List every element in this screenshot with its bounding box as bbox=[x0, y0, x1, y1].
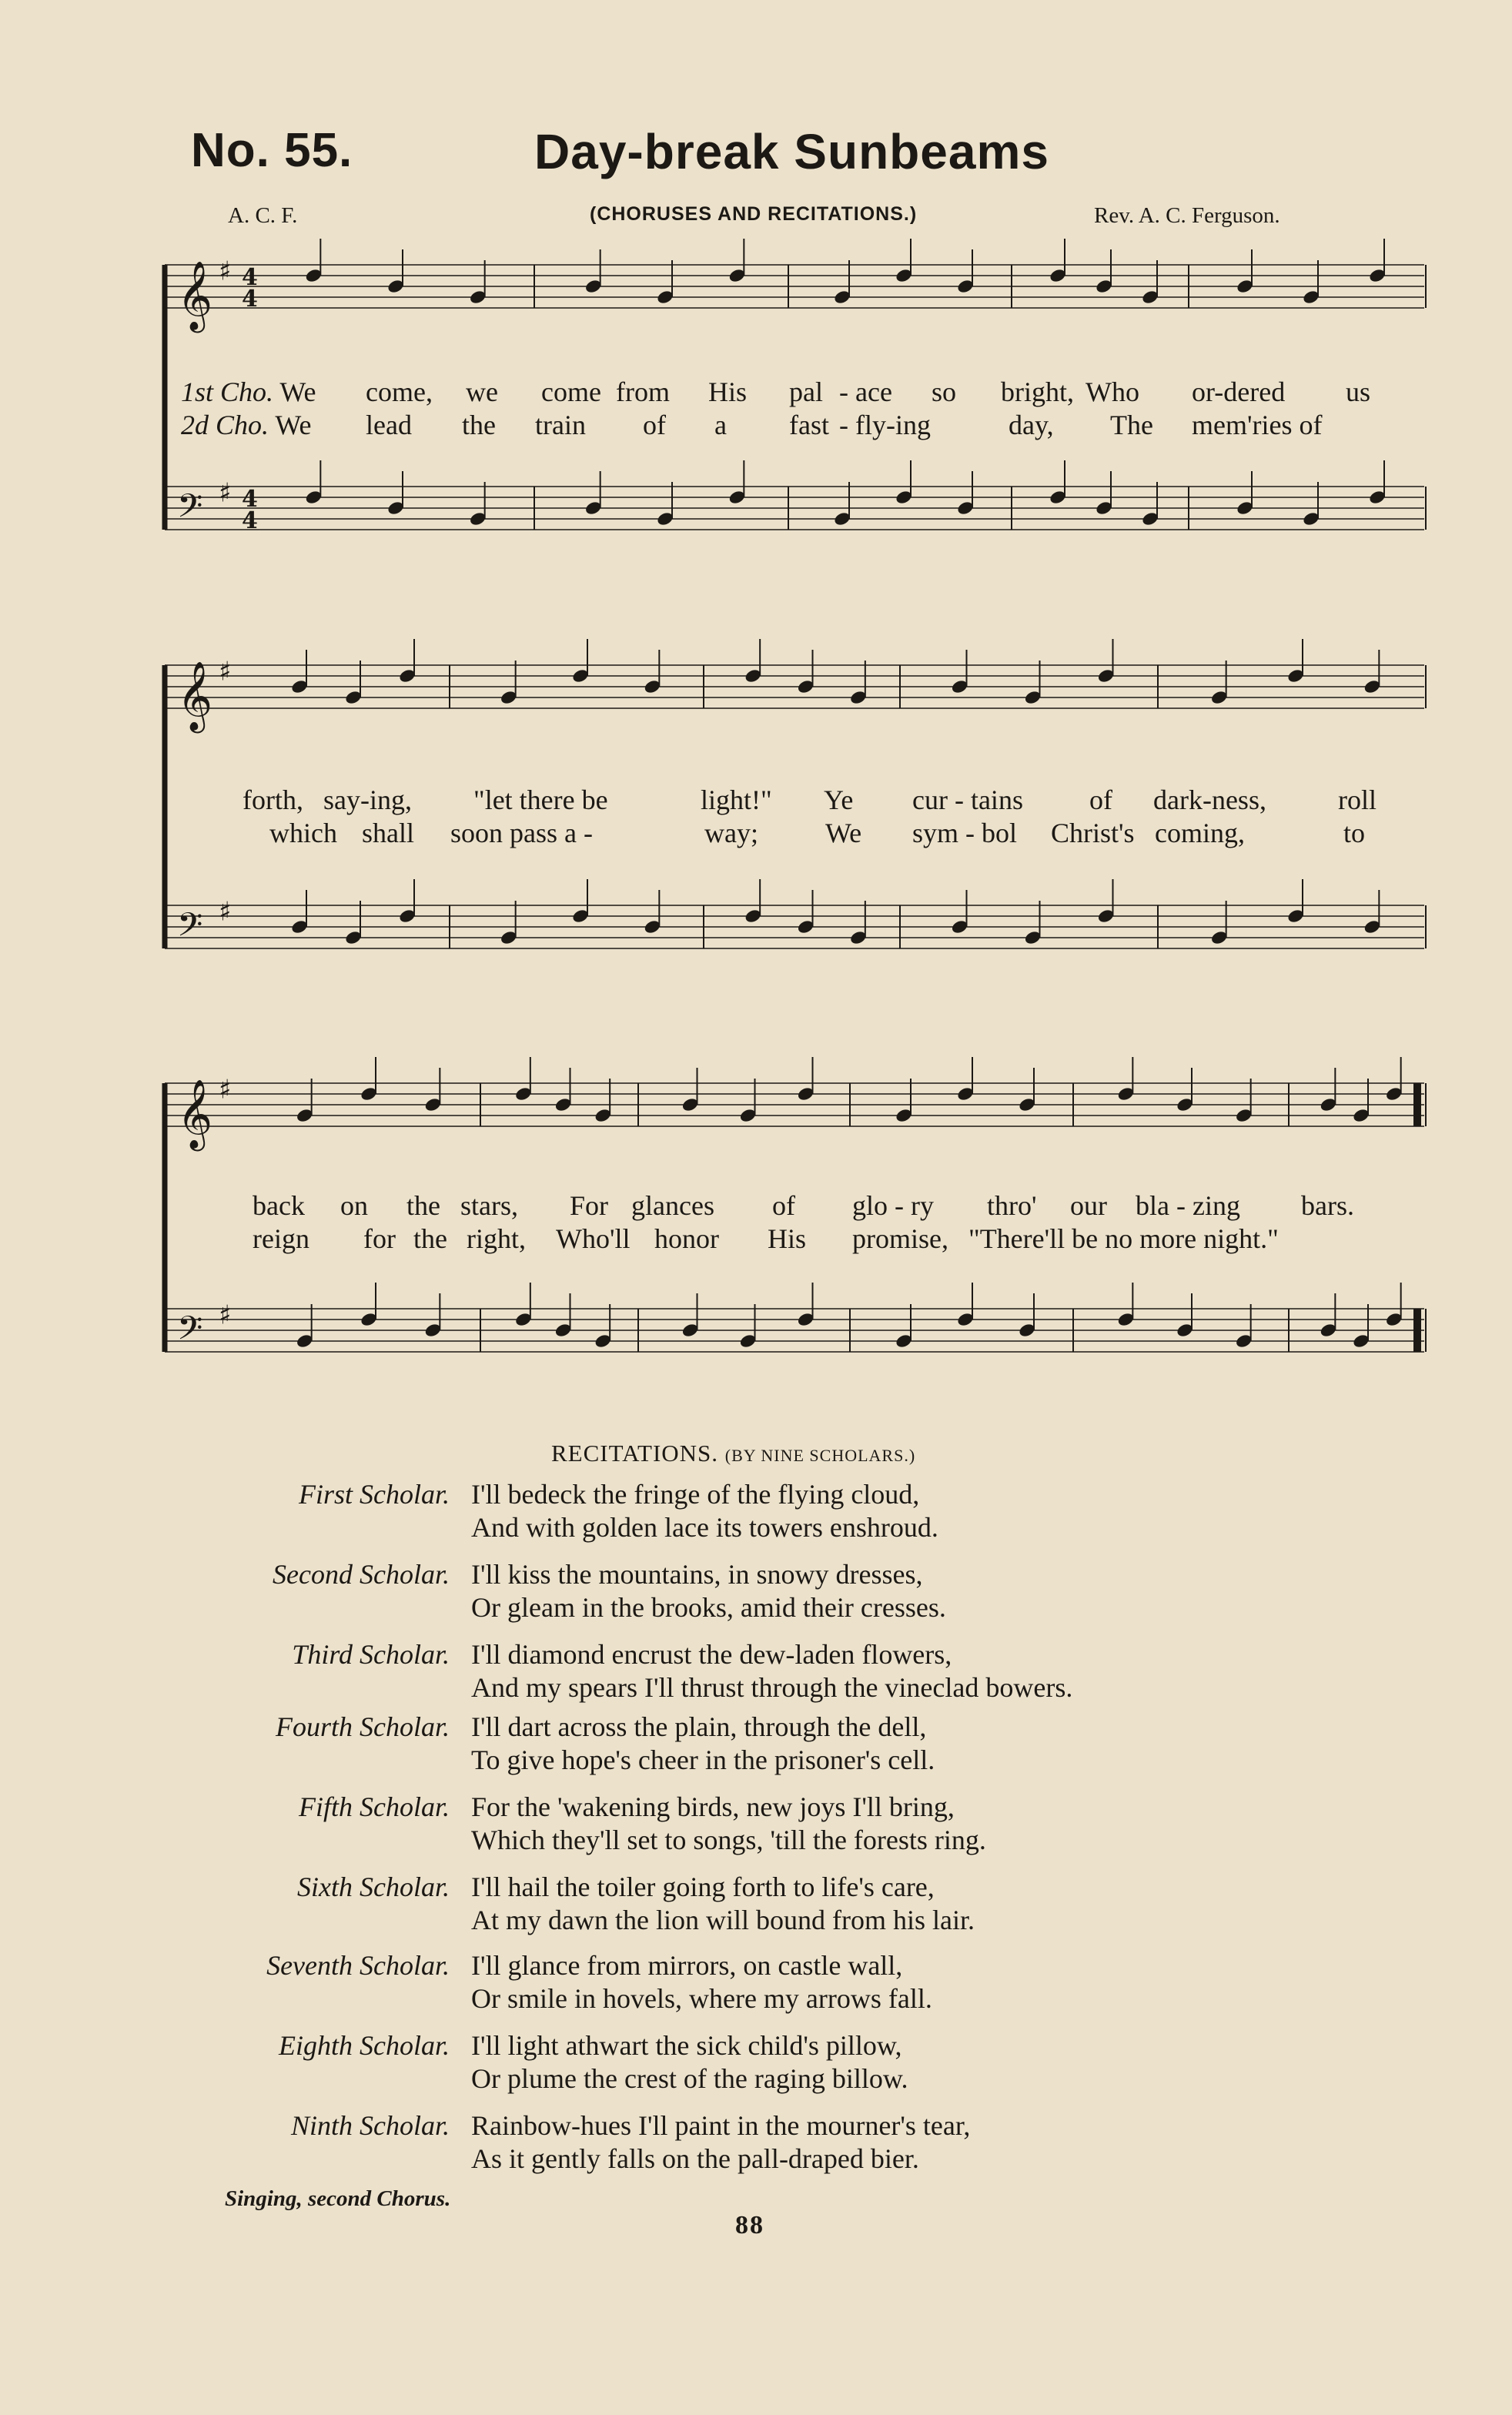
lyric-word: thro' bbox=[987, 1190, 1037, 1221]
music-system-3 bbox=[162, 1059, 1424, 1382]
lyric-word: "let there be bbox=[473, 784, 608, 815]
lyric-word: of bbox=[772, 1190, 795, 1221]
verse-label: 2d Cho. bbox=[181, 410, 269, 440]
recitation-line: I'll light athwart the sick child's pillow, bbox=[471, 2030, 902, 2061]
lyric-word: glo - ry bbox=[852, 1190, 934, 1221]
credits bbox=[228, 203, 1375, 234]
time-signature-top: 4 bbox=[242, 486, 258, 513]
lyric-word: soon pass a - bbox=[450, 818, 593, 848]
lyric-word: or-dered bbox=[1192, 376, 1286, 407]
lyric-word: the bbox=[413, 1223, 447, 1254]
lyric-word: shall bbox=[362, 818, 414, 848]
lyricist-initials: A. C. F. bbox=[228, 203, 298, 228]
lyric-word: a bbox=[714, 410, 727, 440]
lyric-word: of bbox=[1089, 784, 1112, 815]
lyric-word: for bbox=[363, 1223, 396, 1254]
lyric-word: promise, bbox=[852, 1223, 948, 1254]
hymn-number: No. 55. bbox=[191, 124, 353, 177]
lyric-word: we bbox=[466, 376, 498, 407]
lyric-word: dark-ness, bbox=[1153, 784, 1266, 815]
lyric-line bbox=[181, 409, 311, 441]
recitation-line: Or smile in hovels, where my arrows fall. bbox=[471, 1983, 932, 2014]
scholar-label: Third Scholar. bbox=[292, 1639, 450, 1670]
time-signature-bottom: 4 bbox=[242, 286, 258, 313]
lyric-word: Christ's bbox=[1051, 818, 1135, 848]
lyric-word: which bbox=[269, 818, 337, 848]
composer-credit: Rev. A. C. Ferguson. bbox=[1094, 203, 1280, 228]
scholar-label: Fifth Scholar. bbox=[299, 1791, 450, 1822]
lyric-word: - fly-ing bbox=[839, 410, 931, 440]
lyric-word: roll bbox=[1338, 784, 1377, 815]
singing-note: Singing, second Chorus. bbox=[225, 2186, 451, 2211]
sharp-sign: ♯ bbox=[219, 1299, 232, 1331]
lyric-word: For bbox=[570, 1190, 609, 1221]
recitation-line: To give hope's cheer in the prisoner's cell. bbox=[471, 1744, 935, 1775]
recitations-heading bbox=[551, 1440, 915, 1467]
scholar-label: Eighth Scholar. bbox=[279, 2030, 450, 2061]
music-system-2 bbox=[162, 647, 1424, 993]
lyric-word: back bbox=[253, 1190, 305, 1221]
lyric-word: The bbox=[1110, 410, 1153, 440]
lyric-word: reign bbox=[253, 1223, 309, 1254]
lyric-word: to bbox=[1343, 818, 1366, 848]
recitation-line: Or plume the crest of the raging billow. bbox=[471, 2063, 908, 2094]
music-system-1 bbox=[162, 254, 1424, 577]
treble-clef: 𝄞 bbox=[177, 661, 213, 731]
final-barline bbox=[1413, 1309, 1421, 1352]
treble-clef: 𝄞 bbox=[177, 1079, 213, 1149]
lyric-word: come bbox=[541, 376, 601, 407]
scholar-label: Second Scholar. bbox=[273, 1559, 450, 1590]
recitation-item bbox=[0, 2109, 1512, 2186]
recitation-item bbox=[0, 1558, 1512, 1635]
lyric-word: - ace bbox=[839, 376, 892, 407]
recitation-line: At my dawn the lion will bound from his lair. bbox=[471, 1905, 975, 1935]
lyric-word: light!" bbox=[701, 784, 772, 815]
recitation-line: As it gently falls on the pall-draped bier. bbox=[471, 2143, 919, 2174]
lyric-word: us bbox=[1346, 376, 1371, 407]
lyric-word: from bbox=[616, 376, 670, 407]
lyric-word: so bbox=[932, 376, 957, 407]
lyric-word: fast bbox=[789, 410, 829, 440]
lyric-word: bars. bbox=[1301, 1190, 1354, 1221]
lyric-word: our bbox=[1070, 1190, 1107, 1221]
recitation-item bbox=[0, 1478, 1512, 1555]
scholar-label: Fourth Scholar. bbox=[275, 1711, 450, 1742]
recitation-item bbox=[0, 1711, 1512, 1788]
scholar-label: Ninth Scholar. bbox=[290, 2110, 450, 2141]
lyric-word: of bbox=[643, 410, 666, 440]
recitation-item bbox=[0, 1791, 1512, 1868]
scholar-label: First Scholar. bbox=[298, 1479, 450, 1510]
verse-label: 1st Cho. bbox=[181, 376, 274, 407]
lyric-word: on bbox=[340, 1190, 368, 1221]
sharp-sign: ♯ bbox=[219, 477, 232, 509]
page-number: 88 bbox=[735, 2211, 764, 2239]
recitation-line: Rainbow-hues I'll paint in the mourner's tear, bbox=[471, 2110, 971, 2141]
bass-clef: 𝄢 bbox=[177, 487, 203, 534]
recitation-line: Or gleam in the brooks, amid their cresses. bbox=[471, 1592, 946, 1623]
hymn-title: Day-break Sunbeams bbox=[534, 124, 1049, 179]
recitation-item bbox=[0, 1949, 1512, 2026]
recitation-line: I'll glance from mirrors, on castle wall, bbox=[471, 1950, 903, 1981]
lyric-word: right, bbox=[467, 1223, 526, 1254]
lyric-word: way; bbox=[704, 818, 758, 848]
recitation-line: For the 'wakening birds, new joys I'll bring, bbox=[471, 1791, 955, 1822]
final-barline bbox=[1413, 1083, 1421, 1126]
recitations-subtitle: (BY NINE SCHOLARS.) bbox=[724, 1446, 916, 1465]
hymn-subtitle: (CHORUSES AND RECITATIONS.) bbox=[590, 203, 918, 225]
time-signature-top: 4 bbox=[242, 264, 258, 291]
sharp-sign: ♯ bbox=[219, 1074, 232, 1105]
lyric-word: We bbox=[279, 376, 316, 407]
lyric-line bbox=[181, 376, 316, 408]
time-signature-bottom: 4 bbox=[242, 507, 258, 534]
recitation-line: I'll dart across the plain, through the dell, bbox=[471, 1711, 927, 1742]
sharp-sign: ♯ bbox=[219, 656, 232, 687]
lyric-word: stars, bbox=[460, 1190, 518, 1221]
lyric-word: mem'ries of bbox=[1192, 410, 1323, 440]
recitation-line: I'll bedeck the fringe of the flying cloud, bbox=[471, 1479, 920, 1510]
lyric-word: Who bbox=[1085, 376, 1139, 407]
lyric-word: train bbox=[535, 410, 586, 440]
lyric-word: lead bbox=[366, 410, 412, 440]
recitation-line: Which they'll set to songs, 'till the forests ring. bbox=[471, 1825, 986, 1855]
scholar-label: Sixth Scholar. bbox=[297, 1871, 450, 1902]
recitation-line: I'll hail the toiler going forth to life's care, bbox=[471, 1871, 935, 1902]
lyric-word: cur - tains bbox=[912, 784, 1023, 815]
lyric-word: the bbox=[462, 410, 496, 440]
lyric-word: bright, bbox=[1001, 376, 1074, 407]
lyric-word: honor bbox=[654, 1223, 719, 1254]
lyric-word: glances bbox=[631, 1190, 714, 1221]
recitations-title: RECITATIONS. bbox=[551, 1440, 719, 1467]
sharp-sign: ♯ bbox=[219, 256, 232, 287]
lyric-word: the bbox=[406, 1190, 440, 1221]
bass-clef: 𝄢 bbox=[177, 1310, 203, 1356]
lyric-word: pal bbox=[789, 376, 823, 407]
recitation-line: I'll diamond encrust the dew-laden flowers, bbox=[471, 1639, 952, 1670]
recitation-item bbox=[0, 1871, 1512, 1948]
lyric-word: sym - bol bbox=[912, 818, 1018, 848]
lyric-word: Who'll bbox=[556, 1223, 631, 1254]
recitation-item bbox=[0, 2029, 1512, 2106]
recitation-line: And with golden lace its towers enshroud. bbox=[471, 1512, 938, 1543]
lyric-word: We bbox=[825, 818, 862, 848]
recitation-line: And my spears I'll thrust through the vineclad bowers. bbox=[471, 1672, 1073, 1703]
lyric-word: "There'll be no more night." bbox=[968, 1223, 1279, 1254]
lyric-word: coming, bbox=[1155, 818, 1245, 848]
lyric-word: come, bbox=[366, 376, 433, 407]
title-row bbox=[191, 123, 1392, 192]
scholar-label: Seventh Scholar. bbox=[266, 1950, 450, 1981]
lyric-word: day, bbox=[1009, 410, 1054, 440]
lyric-word: say-ing, bbox=[323, 784, 412, 815]
recitation-line: I'll kiss the mountains, in snowy dresses, bbox=[471, 1559, 923, 1590]
lyric-word: His bbox=[768, 1223, 807, 1254]
treble-clef: 𝄞 bbox=[177, 261, 213, 330]
lyric-word: forth, bbox=[243, 784, 303, 815]
lyric-word: We bbox=[275, 410, 312, 440]
sharp-sign: ♯ bbox=[219, 896, 232, 928]
recitation-item bbox=[0, 1638, 1512, 1715]
lyric-word: bla - zing bbox=[1136, 1190, 1240, 1221]
lyric-word: Ye bbox=[824, 784, 854, 815]
lyric-word: His bbox=[708, 376, 748, 407]
bass-clef: 𝄢 bbox=[177, 906, 203, 952]
